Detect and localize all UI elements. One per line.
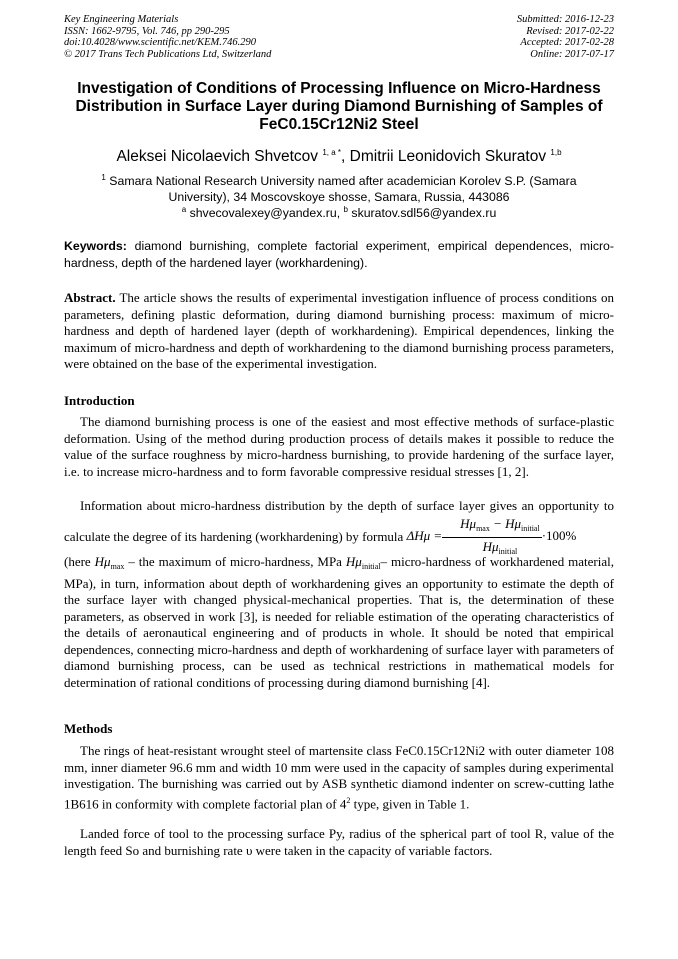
affil-text: Samara National Research University named after academician Korolev S.P. (Samara University), 34 Moscovskoye shosse, Samara, Russia, 443086 — [109, 174, 577, 205]
formula-tail: ·100% — [541, 528, 577, 544]
formula-minus: − Hμ — [489, 515, 522, 531]
p3-rest: – micro-hardness of workhardened material, MPa), in turn, information about depth of workhardening gives an opportunity to estimate the depth of the surface layer with changed physical-mechanical properties. That is, the determination of these parameters, as observed in work [3], is needed for reliable estimation of the operating characteristics of the details of aeronautical engineering and of products in whole. It should be noted that empirical dependences, connecting micro-hardness and depth of workhardening of surface layer with parameters of diamond burnishing process, can be used as technical restrictions in mathematical models for determination of rational conditions of processing during diamond burnishing [4]. — [64, 554, 614, 690]
keywords — [64, 238, 614, 271]
keywords-text: diamond burnishing, complete factorial experiment, empirical dependences, micro-hardness, depth of the hardened layer (workhardening). — [64, 239, 614, 270]
formula-num-a: Hμ — [460, 515, 477, 531]
methods-paragraph-1 — [64, 743, 614, 812]
authors — [64, 143, 614, 167]
hmu-init-sub: initial — [361, 562, 381, 571]
author-1-sup: 1, a * — [322, 148, 342, 157]
formula-sub-init: initial — [521, 523, 540, 533]
methods-p1-end: type, given in Table 1. — [353, 795, 470, 811]
affil-sup: 1 — [101, 173, 106, 182]
submitted-date: Submitted: 2016-12-23 — [516, 14, 614, 25]
p3-mid: – the maximum of micro-hardness, MPa — [128, 554, 342, 569]
author-sep: , — [341, 148, 350, 166]
hmu-max: Hμ — [94, 554, 111, 569]
introduction-heading: Introduction — [64, 393, 135, 408]
formula-den: Hμ — [482, 539, 499, 554]
plan-exponent: 2 — [346, 795, 351, 805]
hmu-max-sub: max — [110, 562, 125, 571]
accepted-date: Accepted: 2017-02-28 — [520, 37, 614, 48]
intro-paragraph-3 — [64, 554, 614, 691]
methods-p1-text: The rings of heat-resistant wrought steel of martensite class FeC0.15Cr12Ni2 with outer diameter 108 mm, inner diameter 96.6 mm and width 10 mm were used in the capacity of samples during experimental investigation. The burnishing was carried out by ASB synthetic diamond indenter on screw-cutting lathe 1B616 in conformity with complete factorial plan of — [64, 743, 614, 811]
formula-lhs: ΔHμ = — [406, 528, 443, 544]
methods-heading: Methods — [64, 721, 113, 736]
methods-paragraph-2: Landed force of tool to the processing surface Py, radius of the spherical part of tool R, value of the length feed So and burnishing rate υ were taken in the capacity of variable factors. — [64, 826, 614, 858]
journal-name: Key Engineering Materials — [64, 14, 179, 25]
intro-p2-text: Information about micro-hardness distribution by the depth of surface layer gives an opportunity to calculate the degree of its hardening (workhardening) by formula — [64, 498, 614, 544]
copyright: © 2017 Trans Tech Publications Ltd, Switzerland — [64, 48, 272, 60]
keywords-label: Keywords: — [64, 239, 127, 253]
intro-paragraph-2 — [64, 497, 614, 561]
formula-sub-max: max — [476, 523, 490, 533]
issn: ISSN: 1662-9795, Vol. 746, pp 290-295 — [64, 25, 230, 37]
hmu-init: Hμ — [345, 554, 362, 569]
paper-title: Investigation of Conditions of Processing Influence on Micro-Hardness Distribution in Surface Layer during Diamond Burnishing of Samples of FeC0.15Cr12Ni2 Steel — [75, 80, 603, 133]
intro-paragraph-1: The diamond burnishing process is one of the easiest and most effective methods of surface-plastic deformation. Using of the method during production process of details makes it possible to reduce the value of the surface roughness by micro-hardness burnishing, to provide hardening of the surface layer, i.e. to increase micro-hardness and to form favorable compressive residual stresses [1, 2]. — [64, 414, 614, 479]
author-1: Aleksei Nicolaevich Shvetcov — [116, 148, 319, 166]
email-a[interactable]: shvecovalexey@yandex.ru, — [189, 206, 341, 221]
author-2-sup: 1,b — [550, 148, 562, 157]
p3-open: (here — [64, 554, 91, 569]
online-date: Online: 2017-07-17 — [530, 48, 614, 60]
author-2: Dmitrii Leonidovich Skuratov — [349, 148, 547, 166]
email-b[interactable]: skuratov.sdl56@yandex.ru — [351, 206, 497, 221]
emails — [64, 205, 614, 220]
abstract-label: Abstract. — [64, 290, 116, 305]
formula-den-sub: initial — [498, 547, 518, 556]
plan-base: 4 — [339, 795, 347, 811]
email-b-sup: b — [343, 205, 348, 214]
abstract — [64, 290, 614, 373]
revised-date: Revised: 2017-02-22 — [526, 25, 614, 37]
doi: doi:10.4028/www.scientific.net/KEM.746.290 — [64, 37, 256, 48]
affiliation — [80, 170, 598, 205]
workhardening-formula — [406, 515, 577, 556]
abstract-text: The article shows the results of experimental investigation influence of process conditions on parameters, defining plastic deformation, during diamond burnishing process: maximum of micro-hardness and depth of hardened layer (depth of workhardening). Empirical dependences, linking the maximum of micro-hardness and depth of workhardening to the diamond burnishing process parameters, were obtained on the base of the experimental investigation. — [64, 290, 615, 371]
email-a-sup: a — [181, 205, 187, 214]
